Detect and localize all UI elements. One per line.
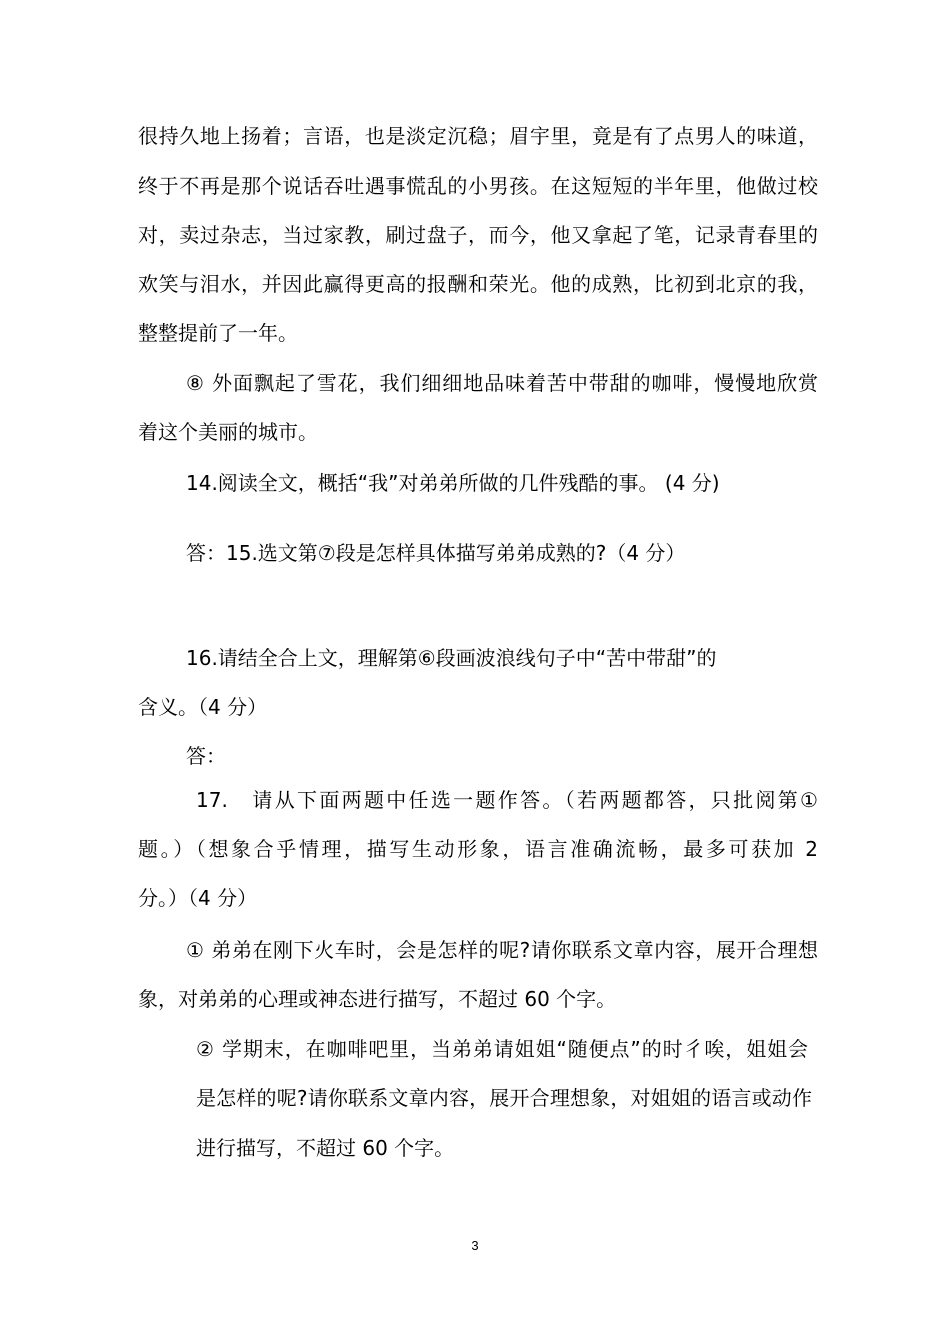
question-17-option-1-line-2: 象，对弟弟的心理或神态进行描写，不超过 60 个字。: [138, 987, 617, 1011]
question-17-line-2: 题。）（想象合乎情理，描写生动形象，语言准确流畅，最多可获加 2: [138, 837, 818, 861]
paragraph-7-line-1: 很持久地上扬着；言语，也是淡定沉稳；眉宇里，竟是有了点男人的味道，: [138, 124, 818, 148]
question-16-answer: 答：: [186, 744, 226, 768]
paragraph-7-line-3: 对，卖过杂志，当过家教，刷过盘子，而今，他又拿起了笔，记录青春里的: [138, 223, 818, 247]
page-number: 3: [471, 1238, 479, 1253]
paragraph-7-line-4: 欢笑与泪水，并因此赢得更高的报酬和荣光。他的成熟，比初到北京的我，: [138, 272, 818, 296]
paragraph-7-line-5: 整整提前了一年。: [138, 321, 298, 345]
question-17-line-3: 分。）（4 分）: [138, 886, 258, 910]
question-17-option-1-line-1: ① 弟弟在刚下火车时，会是怎样的呢?请你联系文章内容，展开合理想: [186, 938, 818, 962]
paragraph-8-line-2: 着这个美丽的城市。: [138, 420, 318, 444]
question-17-option-2-line-3: 进行描写，不超过 60 个字。: [196, 1136, 455, 1160]
question-16-line-2: 含义。（4 分）: [138, 695, 268, 719]
question-15: 答：15.选文第⑦段是怎样具体描写弟弟成熟的?（4 分）: [186, 541, 686, 565]
question-17-option-2-line-1: ② 学期末，在咖啡吧里，当弟弟请姐姐“随便点”的时彳唉，姐姐会: [196, 1037, 808, 1061]
question-17-line-1: 17. 请从下面两题中任选一题作答。（若两题都答，只批阅第①: [196, 788, 818, 812]
question-17-option-2-line-2: 是怎样的呢?请你联系文章内容，展开合理想象，对姐姐的语言或动作: [196, 1086, 812, 1110]
paragraph-8-line-1: ⑧ 外面飘起了雪花，我们细细地品味着苦中带甜的咖啡，慢慢地欣赏: [186, 371, 818, 395]
paragraph-7-line-2: 终于不再是那个说话吞吐遇事慌乱的小男孩。在这短短的半年里，他做过校: [138, 174, 818, 198]
question-16-line-1: 16.请结全合上文，理解第⑥段画波浪线句子中“苦中带甜”的: [186, 646, 717, 670]
question-14: 14.阅读全文，概括“我”对弟弟所做的几件残酷的事。 (4 分): [186, 471, 720, 495]
